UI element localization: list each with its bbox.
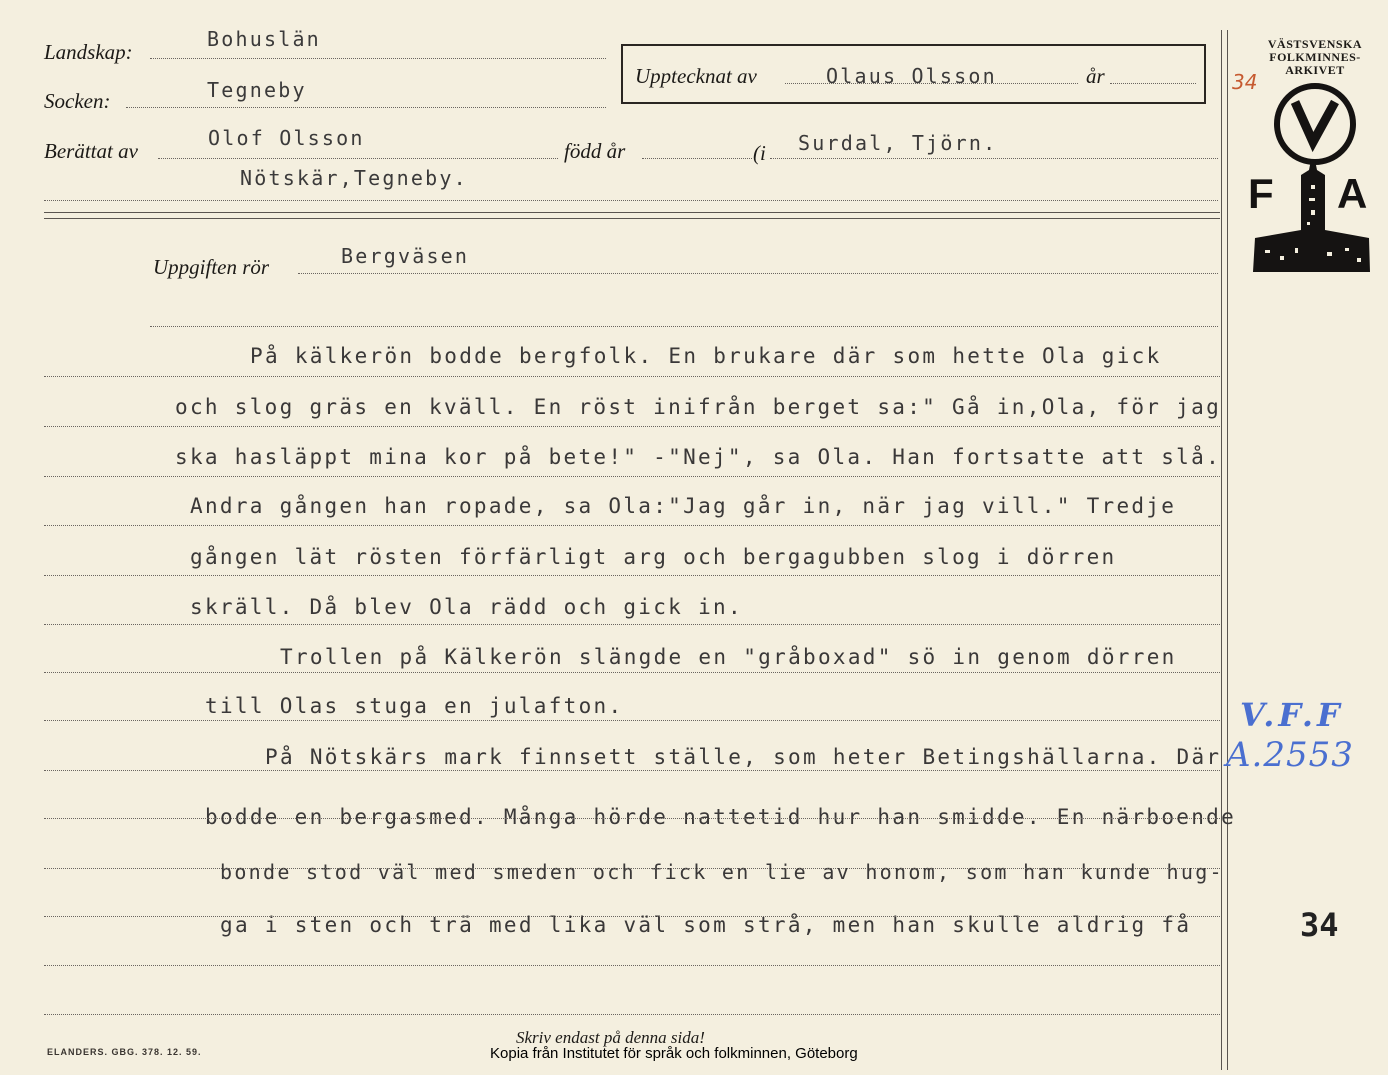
right-margin-rule-1 <box>1221 30 1222 1070</box>
body-dotted-line <box>44 476 1220 477</box>
body-line: gången lät rösten förfärligt arg och bergagubben slog i dörren <box>190 545 1117 569</box>
right-margin-rule-2 <box>1227 30 1228 1070</box>
archive-name-line3: ARKIVET <box>1285 63 1345 77</box>
logo-letter-a: A <box>1337 170 1368 217</box>
body-line: På kälkerön bodde bergfolk. En brukare där som hette Ola gick <box>250 344 1162 368</box>
body-dotted-line <box>44 720 1220 721</box>
blank-dotted-line <box>150 326 1218 327</box>
fodd-dotted-line <box>642 158 752 159</box>
address-dotted-line <box>44 200 1218 201</box>
berattat-dotted-line <box>158 158 558 159</box>
copy-source-note: Kopia från Institutet för språk och folkminnen, Göteborg <box>490 1045 858 1062</box>
fodd-label: född år <box>564 139 626 163</box>
archive-stamp-line1: V.F.F <box>1240 696 1344 734</box>
archive-name-line2: FOLKMINNES- <box>1269 50 1361 64</box>
header-separator-2 <box>44 218 1220 219</box>
write-instruction: Skriv endast på denna sida! <box>516 1028 705 1047</box>
body-line: ga i sten och trä med lika väl som strå, men han skulle aldrig få <box>220 913 1192 937</box>
archive-stamp-line2: A.2553 <box>1226 735 1354 775</box>
body-dotted-line <box>44 868 1220 869</box>
berattat-label: Berättat av <box>44 139 138 163</box>
body-dotted-line <box>44 624 1220 625</box>
body-dotted-line <box>44 575 1220 576</box>
fodd-paren: (i <box>753 141 766 165</box>
landskap-label: Landskap: <box>44 40 133 64</box>
body-line: Trollen på Kälkerön slängde en "gråboxad" sö in genom dörren <box>280 645 1177 669</box>
landskap-dotted-line <box>150 58 606 59</box>
socken-label: Socken: <box>44 89 111 113</box>
printer-imprint: ELANDERS. GBG. 378. 12. 59. <box>47 1047 202 1057</box>
body-line: ska hasläppt mina kor på bete!" -"Nej", sa Ola. Han fortsatte att slå. <box>175 445 1222 469</box>
body-line: bonde stod väl med smeden och fick en lie av honom, som han kunde hug- <box>220 860 1224 884</box>
body-dotted-line <box>44 1014 1220 1015</box>
socken-value: Tegneby <box>207 78 307 102</box>
upptecknat-label: Upptecknat av <box>635 64 757 88</box>
body-dotted-line <box>44 818 1220 819</box>
landskap-value: Bohuslän <box>207 27 321 51</box>
body-dotted-line <box>44 916 1220 917</box>
body-line: och slog gräs en kväll. En röst inifrån berget sa:" Gå in,Ola, för jag <box>175 395 1222 419</box>
socken-dotted-line <box>126 107 606 108</box>
fodd-place-value: Surdal, Tjörn. <box>798 131 998 155</box>
body-dotted-line <box>44 525 1220 526</box>
body-line: bodde en bergasmed. Många hörde nattetid hur han smidde. En närboende <box>205 805 1237 829</box>
body-line: Andra gången han ropade, sa Ola:"Jag går in, när jag vill." Tredje <box>190 494 1177 518</box>
body-dotted-line <box>44 672 1220 673</box>
archive-name-line1: VÄSTSVENSKA <box>1267 37 1363 51</box>
body-dotted-line <box>44 770 1220 771</box>
logo-letter-f: F <box>1248 170 1274 217</box>
pencil-page-number: 34 <box>1232 70 1258 94</box>
uppgiften-value: Bergväsen <box>341 244 470 268</box>
uppgiften-dotted-line <box>298 273 1218 274</box>
ar-label: år <box>1086 64 1105 88</box>
body-line: till Olas stuga en julafton. <box>205 694 624 718</box>
fodd-place-dotted-line <box>770 158 1218 159</box>
berattat-value: Olof Olsson <box>208 126 365 150</box>
header-separator-1 <box>44 212 1220 213</box>
ar-dotted-line <box>1110 83 1196 84</box>
body-dotted-line <box>44 376 1220 377</box>
body-dotted-line <box>44 965 1220 966</box>
address-value: Nötskär,Tegneby. <box>240 166 468 190</box>
page-number: 34 <box>1300 906 1339 944</box>
upptecknat-value: Olaus Olsson <box>826 64 997 88</box>
uppgiften-label: Uppgiften rör <box>153 255 270 279</box>
body-dotted-line <box>44 426 1220 427</box>
body-line: skräll. Då blev Ola rädd och gick in. <box>190 595 743 619</box>
body-line: På Nötskärs mark finnsett ställe, som heter Betingshällarna. Där <box>265 745 1222 769</box>
